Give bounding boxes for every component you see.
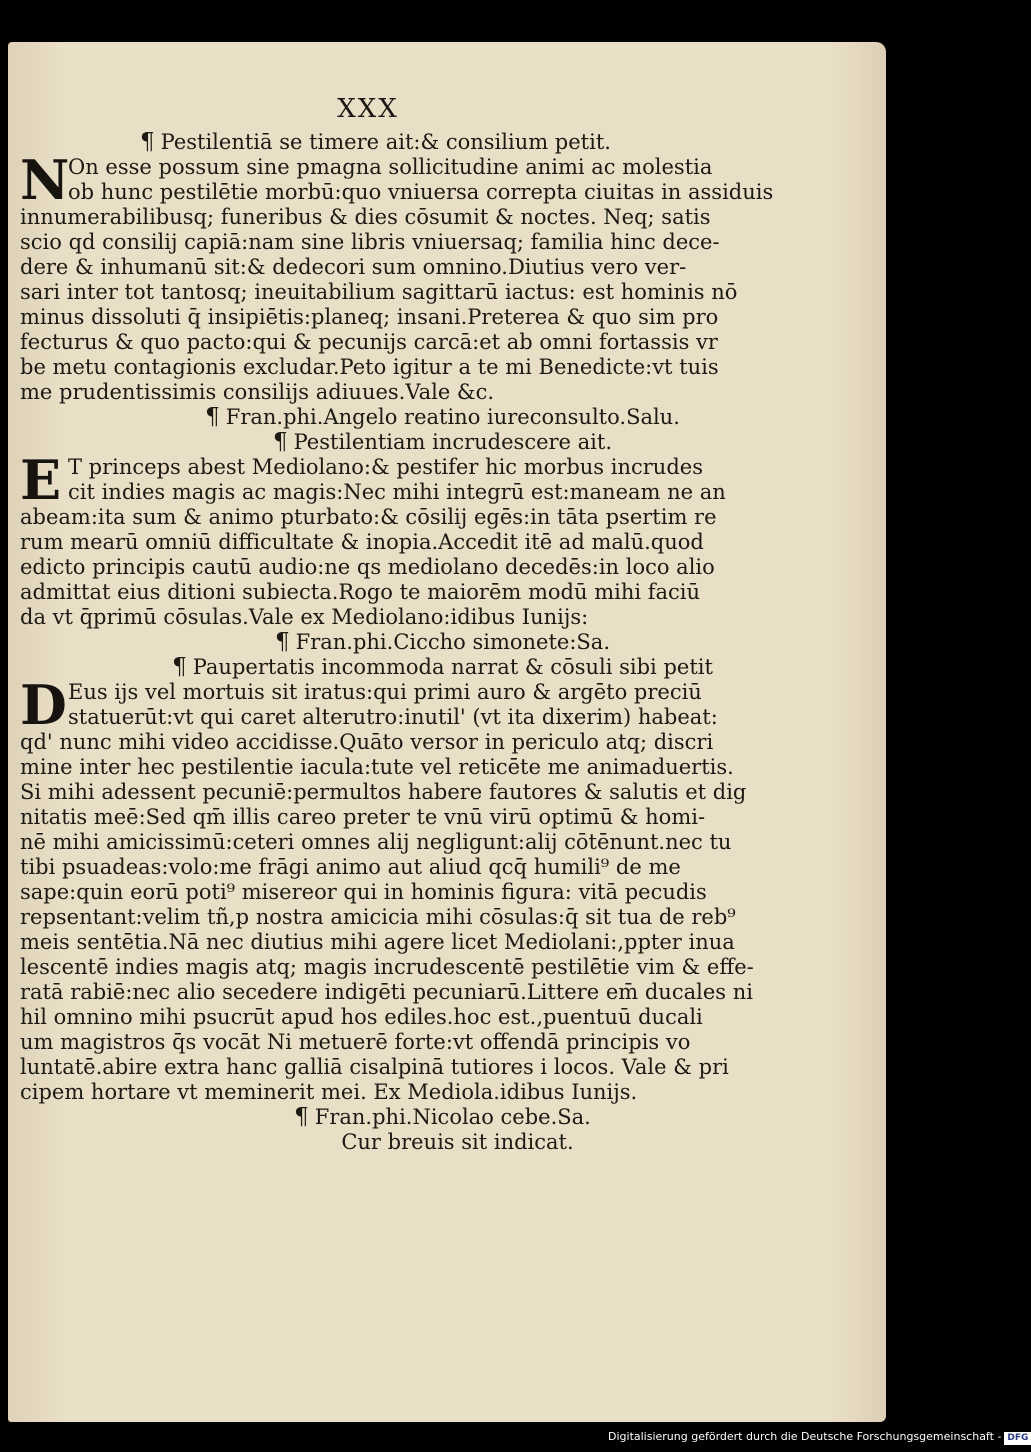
text-line: um magistros q̄s vocāt Ni metuerē forte:vt offendā principis vo xyxy=(20,1030,691,1054)
text-line: abeam:ita sum & animo pturbato:& cōsilij egēs:in tāta psertim re xyxy=(20,505,717,529)
text-line: nē mihi amicissimū:ceteri omnes alij negligunt:alij cōtēnunt.nec tu xyxy=(20,830,732,854)
letter-4-salutation: ¶ Fran.phi.Nicolao cebe.Sa. xyxy=(294,1104,591,1130)
letter-3-salutation: ¶ Fran.phi.Ciccho simonete:Sa. xyxy=(274,629,610,655)
text-line: sari inter tot tantosq; ineuitabilium sagittarū iactus: est hominis nō xyxy=(20,280,738,304)
text-line: rum mearū omniū difficultate & inopia.Accedit itē ad malū.quod xyxy=(20,530,704,554)
text-line: dere & inhumanū sit:& dedecori sum omnino.Diutius vero ver- xyxy=(20,255,687,279)
pilcrow-mark: ¶ xyxy=(294,1104,309,1130)
letter-2-salutation: ¶ Fran.phi.Angelo reatino iureconsulto.Salu. xyxy=(205,404,680,430)
text-line: me prudentissimis consilijs adiuues.Vale &c. xyxy=(20,380,495,404)
text-line: meis sentētia.Nā nec diutius mihi agere licet Mediolani:,ppter inua xyxy=(20,930,735,954)
text-line: nitatis meē:Sed qm̄ illis careo preter te vnū virū optimū & homi- xyxy=(20,805,706,829)
text-line: fecturus & quo pacto:qui & pecunijs carcā:et ab omni fortassis vr xyxy=(20,330,718,354)
dfg-logo: DFG xyxy=(1004,1432,1031,1445)
folio-number: XXX xyxy=(337,94,399,124)
credit-text: Digitalisierung gefördert durch die Deutsche Forschungsgemeinschaft - xyxy=(608,1430,1002,1443)
text-line: tibi psuadeas:volo:me frāgi animo aut aliud qcq̄ humili⁹ de me xyxy=(20,855,681,879)
initial-E: E xyxy=(20,448,62,512)
text-line: cit indies magis ac magis:Nec mihi integrū est:maneam ne an xyxy=(68,480,726,504)
text-line: Si mihi adessent pecuniē:permultos habere fautores & salutis et dig xyxy=(20,780,747,804)
text-line: da vt q̄primū cōsulas.Vale ex Mediolano:idibus Iunijs: xyxy=(20,605,589,629)
text-line: innumerabilibusq; funeribus & dies cōsumit & noctes. Neq; satis xyxy=(20,205,711,229)
pilcrow-mark: ¶ xyxy=(140,129,155,155)
text-line: minus dissoluti q̄ insipiētis:planeq; insani.Preterea & quo sim pro xyxy=(20,305,719,329)
letter-4-heading: Cur breuis sit indicat. xyxy=(341,1130,574,1154)
text-line: lescentē indies magis atq; magis incrudescentē pestilētie vim & effe- xyxy=(20,955,754,979)
text-line: mine inter hec pestilentie iacula:tute vel reticēte me animaduertis. xyxy=(20,755,734,779)
text-line: qd' nunc mihi video accidisse.Quāto versor in periculo atq; discri xyxy=(20,730,714,754)
pilcrow-mark: ¶ xyxy=(272,429,288,455)
text-line: cipem hortare vt meminerit mei. Ex Mediola.idibus Iunijs. xyxy=(20,1080,638,1104)
book-page xyxy=(8,42,886,1422)
text-line: admittat eius ditioni subiecta.Rogo te maiorēm modū mihi faciū xyxy=(20,580,701,604)
text-line: edicto principis cautū audio:ne qs mediolano decedēs:in loco alio xyxy=(20,555,715,579)
text-line: repsentant:velim tñ,p nostra amicicia mihi cōsulas:q̄ sit tua de reb⁹ xyxy=(20,905,736,929)
initial-N: N xyxy=(20,148,70,212)
letter-1-body xyxy=(20,148,865,405)
pilcrow-mark: ¶ xyxy=(205,404,220,430)
text-block xyxy=(20,130,865,1155)
pilcrow-mark: ¶ xyxy=(274,629,290,655)
text-line: be metu contagionis excludar.Peto igitur a te mi Benedicte:vt tuis xyxy=(20,355,719,379)
text-line: sape:quin eorū poti⁹ misereor qui in hominis figura: vitā pecudis xyxy=(20,880,707,904)
letter-3-body xyxy=(20,673,865,1105)
text-line: scio qd consilij capiā:nam sine libris vniuersaq; familia hinc dece- xyxy=(20,230,720,254)
text-line: ob hunc pestilētie morbū:quo vniuersa correpta ciuitas in assiduis xyxy=(68,180,774,204)
text-line: hil omnino mihi psucrūt apud hos ediles.hoc est.,puentuū ducali xyxy=(20,1005,703,1029)
text-line: statuerūt:vt qui caret alterutro:inutil' (vt ita dixerim) habeat: xyxy=(68,705,718,729)
letter-3-heading: ¶ Paupertatis incommoda narrat & cōsuli sibi petit xyxy=(172,654,713,680)
letter-1-heading: ¶ Pestilentiā se timere ait:& consilium petit. xyxy=(140,129,611,155)
text-line: T princeps abest Mediolano:& pestifer hic morbus incrudes xyxy=(68,455,703,479)
text-line: On esse possum sine pmagna sollicitudine animi ac molestia xyxy=(68,155,713,179)
text-line: ratā rabiē:nec alio secedere indigēti pecuniarū.Littere em̄ ducales ni xyxy=(20,980,753,1004)
letter-2-body xyxy=(20,448,865,630)
text-line: luntatē.abire extra hanc galliā cisalpinā tutiores i locos. Vale & pri xyxy=(20,1055,729,1079)
pilcrow-mark: ¶ xyxy=(172,654,187,680)
letter-2-heading: ¶ Pestilentiam incrudescere ait. xyxy=(272,429,612,455)
digitization-credit xyxy=(608,1428,1029,1446)
initial-D: D xyxy=(20,673,67,737)
text-line: Eus ijs vel mortuis sit iratus:qui primi auro & argēto preciū xyxy=(68,680,702,704)
